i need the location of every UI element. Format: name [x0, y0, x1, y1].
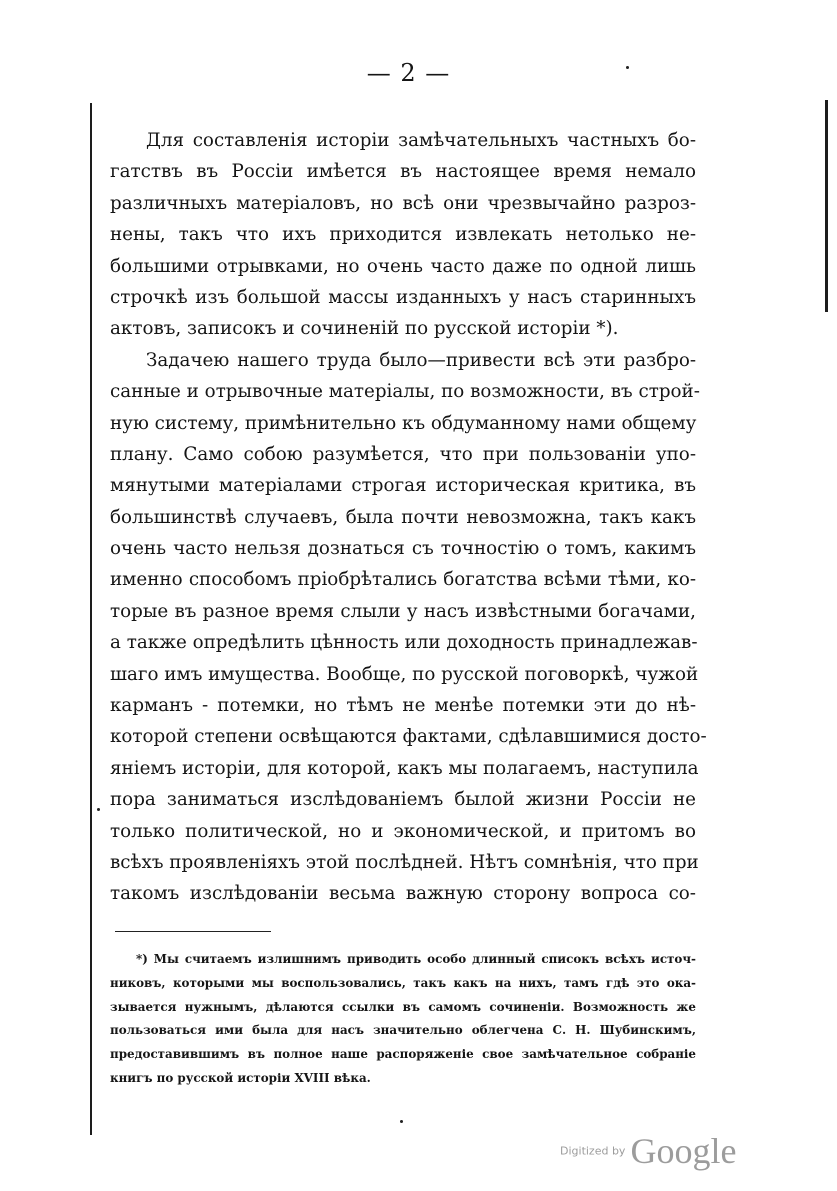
footnote-line: *) Мы считаемъ излишнимъ приводить особо длинный списокъ всѣхъ источ- — [136, 952, 696, 966]
ink-speck — [97, 808, 100, 811]
text-line: строчкѣ изъ большой массы изданныхъ у насъ старинныхъ — [110, 286, 696, 308]
right-frame-line — [825, 100, 828, 312]
text-line: карманъ - потемки, но тѣмъ не менѣе потемки эти до нѣ- — [110, 695, 696, 717]
text-line: большинствѣ случаевъ, была почти невозможна, такъ какъ — [110, 506, 696, 528]
text-line: гатствъ въ Россіи имѣется въ настоящее время немало — [110, 161, 696, 183]
text-line: такомъ изслѣдованіи весьма важную сторону вопроса со- — [110, 883, 696, 905]
footnote-line: книгъ по русской исторіи XVIII вѣка. — [110, 1070, 371, 1085]
text-line: различныхъ матеріаловъ, но всѣ они чрезвычайно разроз- — [110, 192, 696, 214]
watermark-prefix: Digitized by — [560, 1144, 626, 1158]
text-line: пора заниматься изслѣдованіемъ былой жизни Россіи не — [110, 789, 696, 811]
footnote-separator — [115, 931, 271, 932]
text-line: шаго имъ имущества. Вообще, по русской поговоркѣ, чужой — [110, 663, 699, 685]
text-line: мянутыми матеріалами строгая историческая критика, въ — [110, 475, 696, 497]
text-line: ную систему, примѣнительно къ обдуманному нами общему — [110, 412, 697, 434]
text-line: всѣхъ проявленіяхъ этой послѣдней. Нѣтъ сомнѣнія, что при — [110, 851, 699, 873]
ink-speck — [626, 66, 629, 69]
text-line: а также опредѣлить цѣнность или доходность принадлежав- — [110, 632, 698, 654]
footnote-line: предоставившимъ въ полное наше распоряженіе свое замѣчательное собраніе — [110, 1047, 696, 1062]
text-line: Задачею нашего труда было—привести всѣ эти разбро- — [146, 349, 696, 371]
ink-speck — [400, 1120, 403, 1123]
footnote — [110, 948, 696, 1091]
footnote-line: зывается нужнымъ, дѣлаются ссылки въ самомъ сочиненіи. Возможность же — [110, 999, 696, 1014]
text-line: которой степени освѣщаются фактами, сдѣлавшимися досто- — [110, 726, 707, 748]
text-line: актовъ, записокъ и сочиненій по русской исторіи *). — [110, 318, 619, 340]
footnote-line: никовъ, которыми мы воспользовались, такъ какъ на нихъ, тамъ гдѣ это ока- — [110, 975, 696, 990]
text-line: Для составленія исторіи замѣчательныхъ частныхъ бо- — [146, 130, 696, 151]
page-number: — 2 — — [366, 59, 451, 87]
text-line: нены, такъ что ихъ приходится извлекать нетолько не- — [110, 224, 696, 246]
main-text — [110, 125, 707, 910]
text-line: яніемъ исторіи, для которой, какъ мы полагаемъ, наступила — [110, 757, 699, 779]
left-frame-line — [90, 103, 92, 1135]
text-line: санные и отрывочные матеріалы, по возможности, въ строй- — [110, 381, 700, 403]
text-line: плану. Само собою разумѣется, что при пользованіи упо- — [110, 443, 696, 465]
footnote-line: пользоваться ими была для насъ значительно облегчена С. Н. Шубинскимъ, — [110, 1023, 696, 1038]
text-line: именно способомъ пріобрѣтались богатства всѣми тѣми, ко- — [110, 569, 696, 591]
watermark-logo: Google — [630, 1131, 737, 1171]
text-line: очень часто нельзя дознаться съ точностію о томъ, какимъ — [110, 538, 696, 560]
text-line: торые въ разное время слыли у насъ извѣстными богачами, — [110, 600, 696, 622]
text-line: большими отрывками, но очень часто даже по одной лишь — [110, 255, 696, 277]
text-line: только политической, но и экономической, и притомъ во — [110, 820, 696, 842]
digitized-watermark — [560, 1130, 737, 1172]
